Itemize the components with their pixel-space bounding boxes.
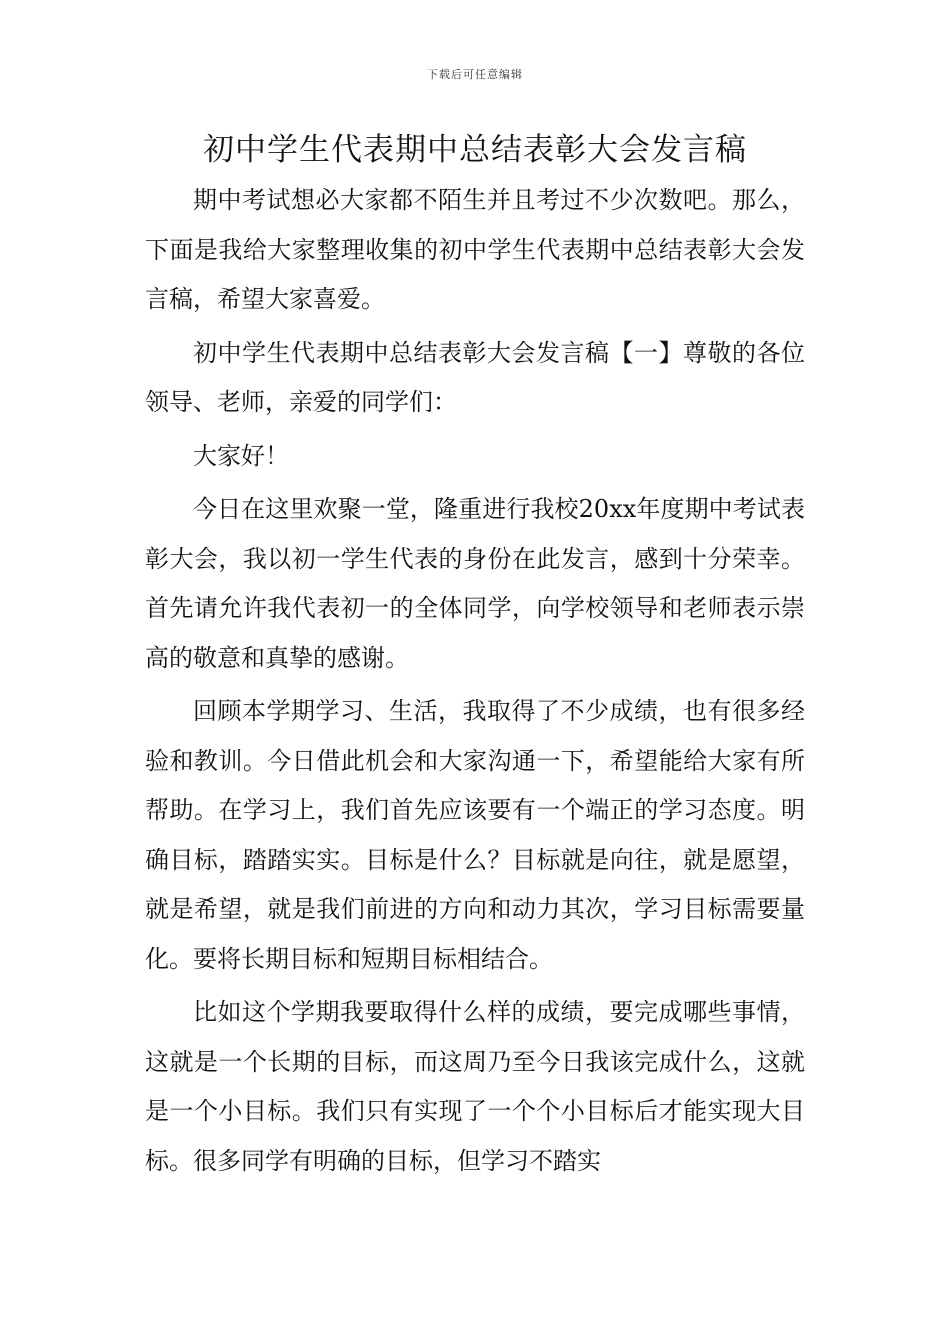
paragraph-salutation: 初中学生代表期中总结表彰大会发言稿【一】尊敬的各位领导、老师，亲爱的同学们： bbox=[145, 338, 805, 416]
document-title: 初中学生代表期中总结表彰大会发言稿 bbox=[203, 132, 747, 168]
document-body bbox=[145, 176, 805, 1190]
paragraph-greeting: 大家好！ bbox=[193, 441, 289, 470]
paragraph-opening: 今日在这里欢聚一堂，隆重进行我校20xx年度期中考试表彰大会，我以初一学生代表的身份在此发言，感到十分荣幸。首先请允许我代表初一的全体同学，向学校领导和老师表示崇高的敬意和真挚的感谢。 bbox=[145, 495, 805, 672]
header-note: 下载后可任意编辑 bbox=[427, 68, 523, 81]
paragraph-intro: 期中考试想必大家都不陌生并且考过不少次数吧。那么，下面是我给大家整理收集的初中学生代表期中总结表彰大会发言稿，希望大家喜爱。 bbox=[145, 186, 805, 313]
paragraph-review: 回顾本学期学习、生活，我取得了不少成绩，也有很多经验和教训。今日借此机会和大家沟通一下，希望能给大家有所帮助。在学习上，我们首先应该要有一个端正的学习态度。明确目标，踏踏实实。目标是什么？目标就是向往，就是愿望，就是希望，就是我们前进的方向和动力其次，学习目标需要量化。要将长期目标和短期目标相结合。 bbox=[145, 697, 805, 973]
paragraph-goals: 比如这个学期我要取得什么样的成绩，要完成哪些事情，这就是一个长期的目标，而这周乃至今日我该完成什么，这就是一个小目标。我们只有实现了一个个小目标后才能实现大目标。很多同学有明确的目标，但学习不踏实 bbox=[145, 998, 805, 1175]
